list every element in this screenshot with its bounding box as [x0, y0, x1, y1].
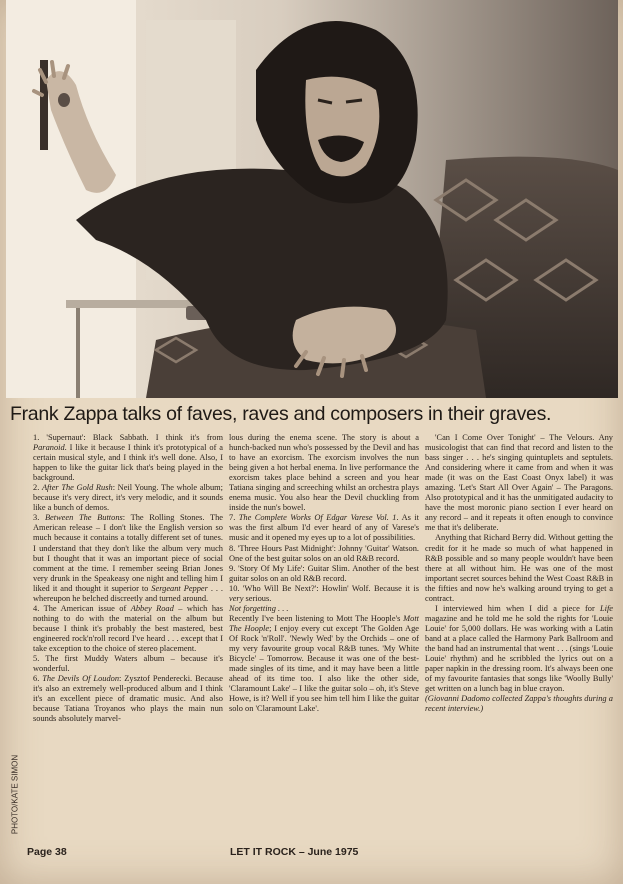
list-item: 3. Between The Buttons: The Rolling Stones. The American release – I don't like the English version so much because it contains a totally different set of tunes. I understand that they don't like the album very much but I thought that it was an important piece of social comment at the time. I remember seeing Brian Jones very drunk in the Speakeasy one night and telling him I liked it and thought it superior to Sergeant Pepper . . . whereupon he belched discreetly and turned around. — [33, 513, 223, 603]
list-item: 8. 'Three Hours Past Midnight': Johnny 'Guitar' Watson. One of the best guitar solos on an old R&B record. — [229, 543, 419, 563]
list-item: 10. 'Who Will Be Next?': Howlin' Wolf. Because it is very serious. — [229, 583, 419, 603]
headline: Frank Zappa talks of faves, raves and composers in their graves. — [10, 403, 552, 425]
list-item: 9. 'Story Of My Life': Guitar Slim. Another of the best guitar solos on an old R&B record. — [229, 563, 419, 583]
article-column-3 — [425, 433, 613, 845]
photo-credit: PHOTO/KATE SIMON — [10, 754, 20, 835]
list-item: 4. The American issue of Abbey Road – which has nothing to do with the material on the album but because I think it's probably the best mastered, best engineered rock'n'roll record I've heard . . . except that I take exception to the choice of stereo placement. — [33, 603, 223, 653]
article-column-2 — [229, 433, 419, 845]
magazine-footer: LET IT ROCK – June 1975 — [230, 846, 359, 858]
photo-illustration — [6, 0, 618, 398]
list-item: 2. After The Gold Rush: Neil Young. The whole album; because it's very direct, it's very melodic, and it sounds like a bunch of demos. — [33, 483, 223, 513]
subheading: Not forgetting . . . — [229, 603, 289, 613]
list-item: 6. The Devils Of Loudon: Zysztof Penderecki. Because it's also an extremely well-produced album and I think it's an excellent piece of dramatic music. And also because Tatiana Troyanos who plays the main nun sounds absolutely marvel- — [33, 674, 223, 724]
paragraph: lous during the enema scene. The story is about a hunch-backed nun who's possessed by the Devil and has to have an exorcism. The exorcism involves the nun being given a hot herbal enema. In live performance the exorcism takes place behind a screen and you hear Tatiana singing and screeching whilst an orchestra plays enema music. You also hear the Devil chuckling from inside the nun's bowel. — [229, 433, 419, 513]
paragraph: 'Can I Come Over Tonight' – The Velours. Any musicologist that can find that record and listen to the bass singer . . . he's singing quintuplets and septulets. And considering where it came from and when it was made (it was on the East Coast Onyx label) it was amazing. 'Let's Start All Over Again' – The Paragons. Also prototypical and it has the unmitigated audacity to have the most moronic piano section I ever heard on any record – and it repeats it often enough to convince me that it's deliberate. — [425, 433, 613, 533]
list-item: 7. The Complete Works Of Edgar Varese Vol. 1. As it was the first album I'd ever heard of any of Varese's music and it opened my eyes up to a lot of possibilities. — [229, 513, 419, 543]
paragraph: Anything that Richard Berry did. Without getting the credit for it he made so much of what happened in R&B possible and so many people wouldn't have been there at all without him. He was one of the most important secret sources behind the West Coast R&B in the fifties and now he's walking around trying to get a contract. — [425, 533, 613, 603]
list-item: 1. 'Supernaut': Black Sabbath. I think it's from Paranoid. I like it because I think it's prototypical of a certain musical style, and I think it's well done. Also, I happen to like the guitar lick that's being played in the background. — [33, 433, 223, 483]
zappa-photo — [6, 0, 618, 398]
list-item: 5. The first Muddy Waters album – because it's wonderful. — [33, 654, 223, 674]
byline-note: (Giovanni Dadomo collected Zappa's thoughts during a recent interview.) — [425, 694, 613, 714]
article-column-1 — [33, 433, 223, 845]
paragraph: Recently I've been listening to Mott The Hoople's Mott The Hoople; I enjoy every cut except 'The Golden Age Of Rock 'n'Roll'. 'Newly Wed' by the Orchids – one of my very favourite group vocal R&B tunes. 'My White Bicycle' – Tomorrow. Because it was one of the best-made singles of its time, and it may have been a little ahead of its time too. I also like the other side, 'Claramount Lake' – I like the guitar solo – oh, it's Steve Howe, is it? Well if you see him tell him I like the guitar solo on 'Claramount Lake'. — [229, 613, 419, 714]
page-number: Page 38 — [27, 846, 67, 858]
paragraph: I interviewed him when I did a piece for Life magazine and he told me he sold the rights for 'Louie Louie' for 5,000 dollars. He was working with a Latin band at a place called the Harmony Park Ballroom and the band had an instrumental that went . . . (sings 'Louie Louie' rhythm) and he scribbled the lyrics out on a paper napkin in the dressing room. It's always been one of my favourite fantasies that songs like 'Woolly Bully' get written on a lunch bag in blue crayon. — [425, 603, 613, 694]
